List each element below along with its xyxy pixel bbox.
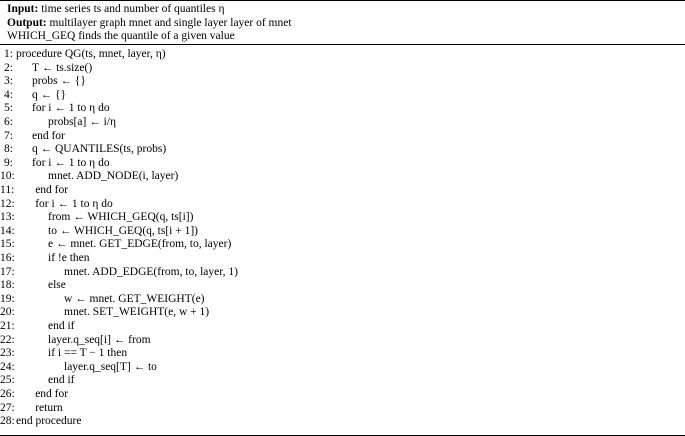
line-number: 23: (0, 347, 15, 360)
line-number: 25: (0, 374, 15, 387)
code-line (0, 334, 685, 348)
code-line (0, 62, 685, 76)
code-text: q ← QUANTILES(ts, probs) (32, 143, 167, 156)
line-number: 2: (4, 61, 13, 74)
code-text: mnet. SET_WEIGHT(e, w + 1) (64, 306, 210, 319)
code-line (0, 75, 685, 89)
line-number: 19: (0, 292, 15, 305)
code-text: for i ← 1 to η do (32, 156, 110, 169)
code-line (0, 388, 685, 402)
code-line (0, 306, 685, 320)
code-line (0, 184, 685, 198)
line-number: 6: (4, 116, 13, 128)
line-number: 27: (0, 401, 15, 414)
code-line (0, 48, 685, 62)
line-number: 4: (4, 88, 13, 101)
code-line (0, 252, 685, 266)
code-text: to ← WHICH_GEQ(q, ts[i + 1]) (48, 224, 199, 237)
line-number: 11: (0, 184, 15, 196)
output-line (7, 17, 292, 29)
code-text: w ← mnet. GET_WEIGHT(e) (64, 292, 205, 305)
code-text: end for (35, 184, 69, 196)
code-text: procedure QG(ts, mnet, layer, η) (16, 48, 166, 60)
output-text: multilayer graph mnet and single layer layer of mnet (46, 17, 292, 29)
line-number: 5: (4, 102, 13, 115)
code-line (0, 89, 685, 103)
line-number: 22: (0, 333, 15, 346)
code-line (0, 374, 685, 388)
line-number: 3: (4, 75, 13, 88)
code-text: for i ← 1 to η do (35, 197, 113, 210)
code-text: end for (35, 388, 69, 400)
line-number: 9: (4, 156, 13, 169)
code-text: mnet. ADD_NODE(i, layer) (48, 170, 179, 183)
code-line (0, 415, 685, 429)
code-text: else (48, 279, 66, 292)
code-line (0, 116, 685, 130)
line-number: 13: (0, 211, 15, 224)
line-number: 14: (0, 224, 15, 237)
code-text: from ← WHICH_GEQ(q, ts[i]) (48, 211, 194, 224)
line-number: 1: (4, 48, 13, 60)
code-text: probs ← {} (32, 75, 86, 88)
code-line (0, 238, 685, 252)
code-text: if i == T − 1 then (48, 347, 128, 360)
input-label: Input: (7, 3, 39, 15)
output-label: Output: (7, 17, 47, 29)
code-line (0, 402, 685, 416)
code-text: T ← ts.size() (32, 61, 93, 74)
code-text: e ← mnet. GET_EDGE(from, to, layer) (48, 238, 232, 251)
input-line (7, 3, 224, 15)
line-number: 20: (0, 306, 15, 319)
code-line (0, 170, 685, 184)
line-number: 24: (0, 360, 15, 373)
line-number: 16: (0, 252, 15, 264)
header-divider (0, 44, 685, 45)
line-number: 7: (4, 129, 13, 142)
code-line (0, 198, 685, 212)
code-text: probs[a] ← i/η (48, 116, 116, 128)
line-number: 12: (0, 197, 15, 210)
code-line (0, 130, 685, 144)
code-line (0, 361, 685, 375)
code-text: q ← {} (32, 88, 67, 101)
code-text: end if (48, 320, 75, 332)
code-line (0, 102, 685, 116)
code-line (0, 211, 685, 225)
code-line (0, 157, 685, 171)
line-number: 15: (0, 238, 15, 251)
code-line (0, 266, 685, 280)
line-number: 8: (4, 143, 13, 156)
code-text: layer.q_seq[i] ← from (48, 333, 151, 346)
code-text: end if (48, 374, 75, 387)
code-text: end for (32, 129, 65, 142)
line-number: 26: (0, 388, 15, 400)
code-line (0, 225, 685, 239)
code-line (0, 293, 685, 307)
line-number: 17: (0, 265, 15, 278)
line-number: 21: (0, 320, 15, 332)
code-line (0, 347, 685, 361)
input-text: time series ts and number of quantiles η (38, 3, 225, 15)
code-text: return (35, 401, 63, 414)
code-text: for i ← 1 to η do (32, 102, 110, 115)
line-number: 18: (0, 279, 15, 292)
code-line (0, 279, 685, 293)
code-line (0, 143, 685, 157)
code-text: end procedure (16, 415, 82, 428)
code-text: if !e then (48, 252, 90, 264)
code-line (0, 320, 685, 334)
note-line: WHICH_GEQ finds the quantile of a given value (7, 30, 235, 42)
line-number: 10: (0, 170, 15, 183)
line-number: 28: (0, 415, 15, 428)
code-text: mnet. ADD_EDGE(from, to, layer, 1) (64, 265, 238, 278)
code-text: layer.q_seq[T] ← to (64, 360, 157, 373)
